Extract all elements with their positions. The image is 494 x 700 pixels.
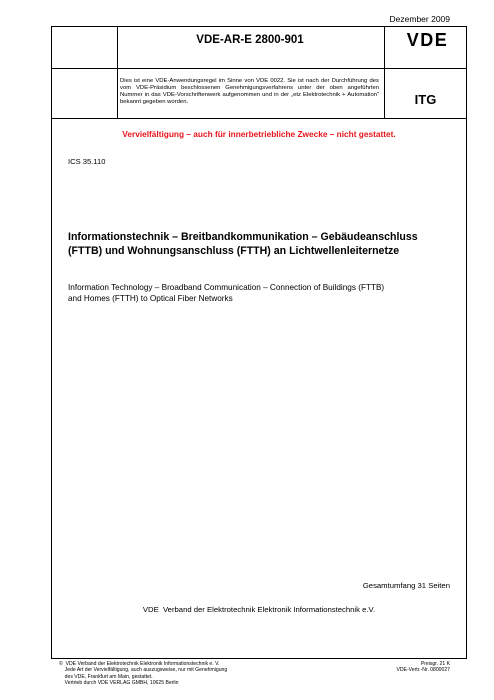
standard-notice: Dies ist eine VDE-Anwendungsregel im Sinne von VDE 0022. Sie ist nach der Durchführung des vom VDE-Präsidium beschlossenen Genehmigungsverfahrens unter der oben angeführten Nummer in das VDE-Vorschriftenwerk aufgenommen und in der „etz Elektrotechnik + Automation“ bekannt gegeben worden. xyxy=(120,78,379,105)
vde-logo: VDE xyxy=(406,30,449,50)
footer-line: des VDE, Frankfurt am Main, gestattet. xyxy=(59,673,153,680)
header-divider xyxy=(52,68,466,69)
footer-line: Jede Art der Vervielfältigung, auch auszugsweise, nur mit Genehmigung xyxy=(59,667,228,674)
notice-divider xyxy=(52,118,466,119)
footer-price xyxy=(396,661,450,674)
issue-date: Dezember 2009 xyxy=(389,14,450,24)
title-english: Information Technology – Broadband Communication – Connection of Buildings (FTTB) and Homes (FTTH) to Optical Fiber Networks xyxy=(68,283,385,303)
document-frame xyxy=(51,26,467,659)
document-number: VDE-AR-E 2800-901 xyxy=(196,34,304,46)
footer-copyright xyxy=(59,661,309,687)
copy-warning: Vervielfältigung – auch für innerbetriebliche Zwecke – nicht gestattet. xyxy=(122,129,396,139)
ics-code: ICS 35.110 xyxy=(68,157,106,166)
order-number: VDE-Vertr.-Nr. 0800027 xyxy=(396,667,450,674)
section-label: ITG xyxy=(414,92,437,107)
footer-line: Vertrieb durch VDE VERLAG GMBH, 10625 Berlin xyxy=(59,680,179,687)
total-pages: Gesamtumfang 31 Seiten xyxy=(362,581,450,590)
footer-line: © VDE Verband der Elektrotechnik Elektronik Informationstechnik e. V. xyxy=(59,661,220,667)
title-german: Informationstechnik – Breitbandkommunikation – Gebäudeanschluss (FTTB) und Wohnungsanschluss (FTTH) an Lichtwellenleiternetze xyxy=(68,231,418,257)
price-group: Preisgr. 21 K xyxy=(420,661,450,667)
association-name: VDE Verband der Elektrotechnik Elektronik Informationstechnik e.V. xyxy=(142,605,376,614)
